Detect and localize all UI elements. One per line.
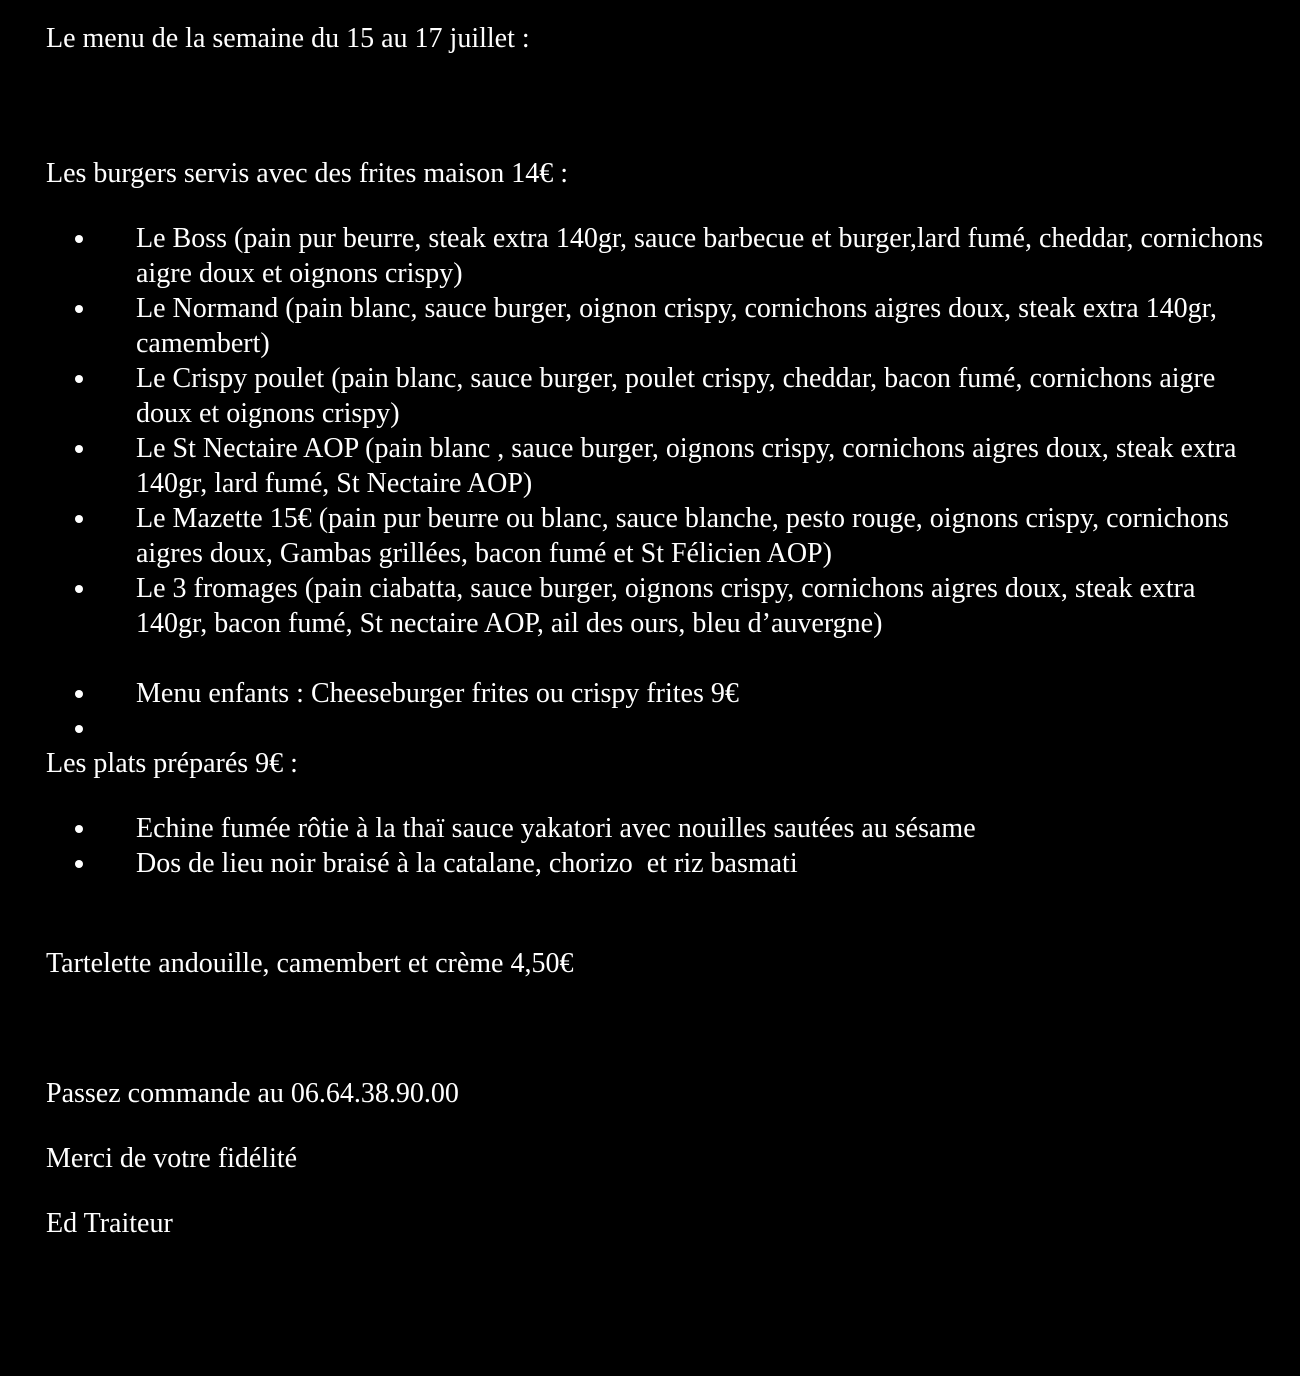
burger-item: Le 3 fromages (pain ciabatta, sauce burger, oignons crispy, cornichons aigres doux, steak extra 140gr, bacon fumé, St nectaire AOP, ail des ours, bleu d’auvergne)	[46, 571, 1266, 641]
spacer	[46, 56, 1266, 91]
burger-item: Le Crispy poulet (pain blanc, sauce burger, poulet crispy, cheddar, bacon fumé, cornichons aigre doux et oignons crispy)	[46, 361, 1266, 431]
burger-item: Le St Nectaire AOP (pain blanc , sauce burger, oignons crispy, cornichons aigres doux, steak extra 140gr, lard fumé, St Nectaire AOP)	[46, 431, 1266, 501]
spacer	[46, 91, 1266, 126]
burger-item: Le Boss (pain pur beurre, steak extra 140gr, sauce barbecue et burger,lard fumé, cheddar, cornichons aigre doux et oignons crispy)	[46, 221, 1266, 291]
menu-page	[46, 21, 1271, 1241]
signature: Ed Traiteur	[46, 1208, 173, 1239]
order-phone-line: Passez commande au 06.64.38.90.00	[46, 1078, 459, 1109]
thanks-line: Merci de votre fidélité	[46, 1143, 298, 1174]
burger-item: Le Normand (pain blanc, sauce burger, oignon crispy, cornichons aigres doux, steak extra 140gr, camembert)	[46, 291, 1266, 361]
plats-list	[46, 811, 1266, 881]
burgers-list	[46, 221, 1271, 746]
plat-item: Dos de lieu noir braisé à la catalane, chorizo et riz basmati	[46, 846, 1266, 881]
burger-item: Le Mazette 15€ (pain pur beurre ou blanc, sauce blanche, pesto rouge, oignons crispy, cornichons aigres doux, Gambas grillées, bacon fumé et St Félicien AOP)	[46, 501, 1266, 571]
page-title: Le menu de la semaine du 15 au 17 juillet :	[46, 23, 530, 54]
plat-item: Echine fumée rôtie à la thaï sauce yakatori avec nouilles sautées au sésame	[46, 811, 1266, 846]
empty-list-item	[46, 711, 1266, 746]
kids-menu-item: Menu enfants : Cheeseburger frites ou crispy frites 9€	[46, 676, 1266, 711]
tartelette-line: Tartelette andouille, camembert et crème 4,50€	[46, 948, 574, 979]
plats-heading: Les plats préparés 9€ :	[46, 748, 298, 779]
burgers-heading: Les burgers servis avec des frites maison 14€ :	[46, 158, 569, 189]
